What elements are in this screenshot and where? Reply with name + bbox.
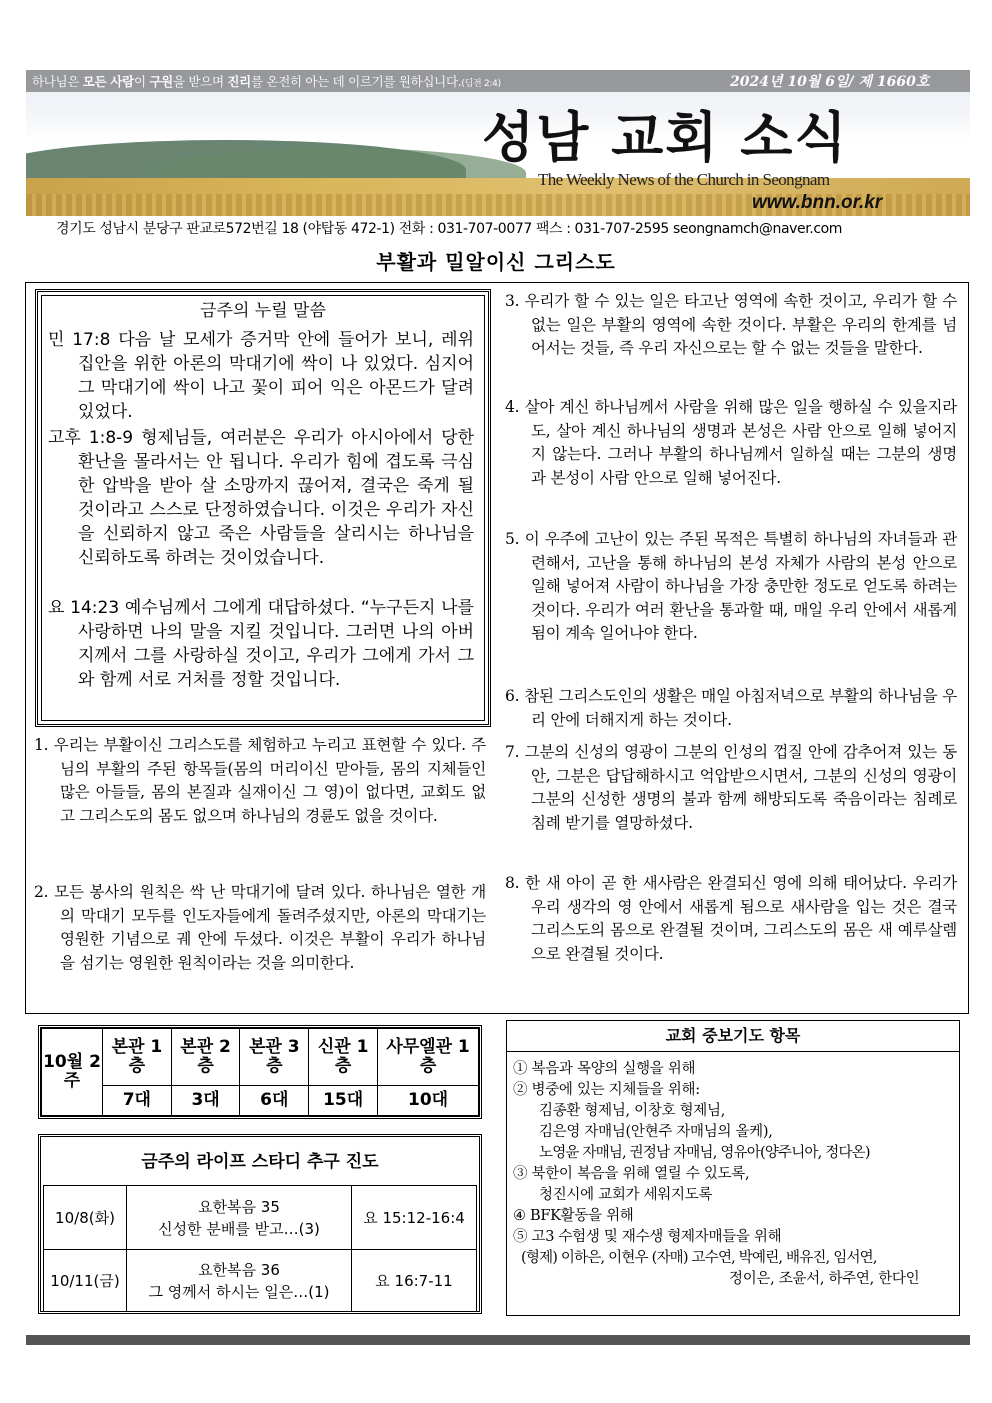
prayer-line: ⑤ 고3 수험생 및 재수생 형제자매들을 위해: [513, 1229, 782, 1245]
quote-part: 을 받으며: [172, 74, 228, 89]
floor-header: 사무엘관 1층: [378, 1029, 479, 1086]
floor-value: 10대: [378, 1085, 479, 1115]
headline: 부활과 밀알이신 그리스도: [376, 250, 616, 274]
prayer-line: ① 복음과 목양의 실행을 위해: [513, 1061, 696, 1077]
header-quote: [32, 72, 501, 90]
floor-header: 본관 1층: [103, 1029, 172, 1086]
prayer-line: 노영윤 자매님, 권정남 자매님, 영유아(양주니아, 정다온): [539, 1145, 870, 1161]
point-item: 3. 우리가 할 수 있는 일은 타고난 영역에 속한 것이고, 우리가 할 수 없는 일은 부활의 영역에 속한 것이다. 부활은 우리의 한계를 넘어서는 것들, 즉 우리 자신으로는 할 수 없는 것들을 말한다.: [505, 292, 957, 357]
newsletter-title: 성남 교회 소식: [482, 106, 849, 169]
prayer-line: 정이은, 조윤서, 하주연, 한다인: [729, 1271, 920, 1287]
study-date: 10/11(금): [44, 1250, 127, 1312]
floor-header: 본관 2층: [171, 1029, 240, 1086]
point-item: 8. 한 새 아이 곧 한 새사람은 완결되신 영에 의해 태어났다. 우리가 우리 생각의 영 안에서 새롭게 됨으로 새사람을 입는 것은 결국 그리스도의 몸으로 완결될 것이며, 그리스도의 몸은 새 예루살렘으로 완결될 것이다.: [505, 874, 957, 963]
prayer-line: 청진시에 교회가 세워지도록: [539, 1187, 713, 1203]
floor-count-table: [38, 1025, 482, 1119]
floor-value: 6대: [240, 1085, 309, 1115]
study-date: 10/8(화): [44, 1186, 127, 1250]
point-item: 2. 모든 봉사의 원칙은 싹 난 막대기에 달려 있다. 하나님은 열한 개의 막대기 모두를 인도자들에게 돌려주셨지만, 아론의 막대기는 영원한 기념으로 궤 안에 두셨다. 이것은 부활이 우리가 하나님을 섬기는 영원한 원칙이라는 것을 의미한다.: [34, 883, 486, 972]
quote-part: 이: [133, 74, 150, 89]
study-book: 요한복음 36: [198, 1260, 280, 1279]
floor-header: 신관 1층: [309, 1029, 378, 1086]
study-ref: 요 15:12-16:4: [352, 1186, 477, 1250]
life-study-box: [38, 1134, 482, 1314]
quote-part: 진리: [227, 74, 251, 89]
prayer-line: (형제) 이하은, 이현우 (자매) 고수연, 박예린, 배유진, 임서연,: [521, 1250, 877, 1266]
point-item: 6. 참된 그리스도인의 생활은 매일 아침저녁으로 부활의 하나님을 우리 안에 더해지게 하는 것이다.: [505, 687, 957, 729]
point-item: 1. 우리는 부활이신 그리스도를 체험하고 누리고 표현할 수 있다. 주님의 부활의 주된 항목들(몸의 머리이신 맏아들, 몸의 지체들인 많은 아들들, 몸의 본질과 실재이신 그 영)이 없다면, 교회도 없고 그리스도의 몸도 없으며 하나님의 경륜도 없을 것이다.: [34, 736, 486, 825]
study-topic: 그 영께서 하시는 일은…(1): [148, 1282, 330, 1301]
quote-reference: (딤전 2:4): [461, 79, 501, 89]
study-topic-cell: [127, 1250, 352, 1312]
point-item: 7. 그분의 신성의 영광이 그분의 인성의 껍질 안에 감추어져 있는 동안, 그분은 답답해하시고 억압받으시면서, 그분의 신성의 영광이 그분의 신성한 생명의 불과 함께 해방되도록 죽음이라는 침례로 침례 받기를 열망하셨다.: [505, 743, 957, 832]
prayer-title: 교회 중보기도 항목: [507, 1021, 959, 1052]
prayer-line: 김은영 자매님(안현주 자매님의 올케),: [539, 1124, 773, 1140]
church-address: 경기도 성남시 분당구 판교로572번길 18 (야탑동 472-1) 전화 : 031-707-0077 팩스 : 031-707-2595 seongnamch@naver.com: [56, 221, 843, 237]
quote-part: 하나님은: [32, 74, 83, 89]
point-item: 5. 이 우주에 고난이 있는 주된 목적은 특별히 하나님의 자녀들과 관련해서, 고난을 통해 하나님의 본성 자체가 사람의 본성 안으로 일해 넣어져 사람이 하나님을 가장 충만한 정도로 얻도록 하려는 것이다. 우리가 여러 환난을 통과할 때, 매일 우리 안에서 새롭게 됨이 계속 일어나야 한다.: [505, 530, 957, 642]
floor-value: 15대: [309, 1085, 378, 1115]
verse-item: 고후 1:8-9 형제님들, 여러분은 우리가 아시아에서 당한 환난을 몰라서는 안 됩니다. 우리가 힘에 겹도록 극심한 압박을 받아 살 소망까지 끊어져, 결국은 죽게 될 것이라고 스스로 단정하였습니다. 이것은 우리가 자신을 신뢰하지 않고 죽은 사람들을 살리시는 하나님을 신뢰하도록 하려는 것이었습니다.: [48, 428, 474, 568]
quote-part: 모든 사람: [82, 74, 134, 89]
verse-item: 민 17:8 다음 날 모세가 증거막 안에 들어가 보니, 레위 집안을 위한 아론의 막대기에 싹이 나 있었다. 심지어 그 막대기에 싹이 나고 꽃이 피어 익은 아몬드가 달려 있었다.: [48, 330, 474, 422]
point-item: 4. 살아 계신 하나님께서 사람을 위해 많은 일을 행하실 수 있을지라도, 살아 계신 하나님의 생명과 본성은 사람 안으로 일해 넣어지지 않는다. 그러나 부활의 하나님께서 일하실 때는 그분의 생명과 본성이 사람 안으로 일해 넣어진다.: [505, 398, 957, 487]
study-topic: 신성한 분배를 받고…(3): [158, 1219, 320, 1238]
study-ref: 요 16:7-11: [352, 1250, 477, 1312]
website-link[interactable]: www.bnn.or.kr: [752, 192, 883, 213]
prayer-line: 김종환 형제님, 이창호 형제님,: [539, 1103, 726, 1119]
life-study-table: [43, 1185, 477, 1312]
study-book: 요한복음 35: [198, 1197, 280, 1216]
quote-part: 를 온전히 아는 데 이르기를 원하십니다.: [250, 74, 462, 89]
prayer-line: ② 병중에 있는 지체들을 위해:: [513, 1082, 700, 1098]
newsletter-subtitle: The Weekly News of the Church in Seongnam: [538, 170, 830, 189]
floor-header: 본관 3층: [240, 1029, 309, 1086]
life-study-title: 금주의 라이프 스타디 추구 진도: [141, 1152, 379, 1172]
study-topic-cell: [127, 1186, 352, 1250]
issue-date: 2024년 10월 6일/ 제 1660호: [730, 74, 930, 90]
footer-bar: [26, 1335, 970, 1345]
verse-item: 요 14:23 예수님께서 그에게 대답하셨다. “누구든지 나를 사랑하면 나의 말을 지킬 것입니다. 그러면 나의 아버지께서 그를 사랑하실 것이고, 우리가 그에게 가서 그와 함께 서로 거처를 정할 것입니다.: [48, 598, 474, 690]
floor-value: 3대: [171, 1085, 240, 1115]
prayer-line: ③ 북한이 복음을 위해 열릴 수 있도록,: [513, 1166, 750, 1182]
quote-part: 구원: [149, 74, 173, 89]
week-label: 10월 2주: [42, 1029, 103, 1116]
prayer-box: [506, 1020, 960, 1316]
prayer-line: ④ BFK활동을 위해: [513, 1208, 634, 1224]
verse-heading: 금주의 누릴 말씀: [200, 301, 326, 321]
floor-value: 7대: [103, 1085, 172, 1115]
